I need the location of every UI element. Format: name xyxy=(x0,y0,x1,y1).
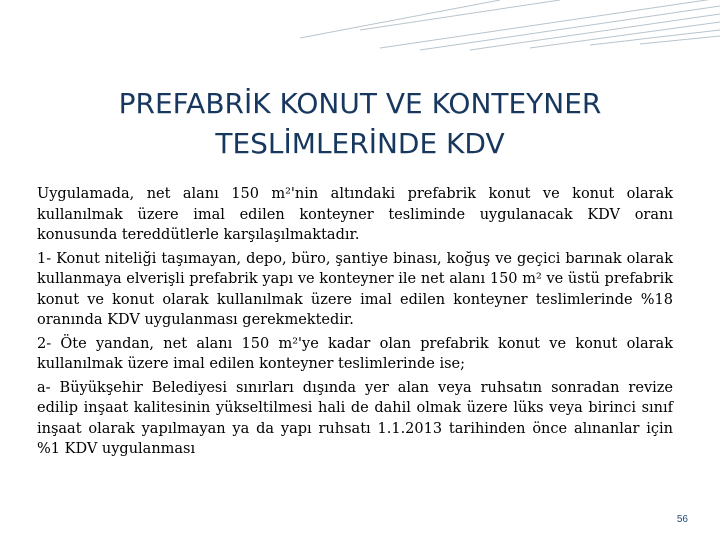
body-paragraph-item-2a: a- Büyükşehir Belediyesi sınırları dışında yer alan veya ruhsatın sonradan revize edilip inşaat kalitesinin yükseltilmesi hali de dahil olmak üzere lüks veya birinci sınıf inşaat olarak yapılmayan ya da yapı ruhsatı 1.1.2013 tarihinden önce alınanlar için %1 KDV uygulanması xyxy=(37,379,673,457)
slide-title xyxy=(40,84,680,164)
body-paragraph-intro: Uygulamada, net alanı 150 m²'nin altındaki prefabrik konut ve konut olarak kullanılmak üzere imal edilen konteyner tesliminde uygulanacak KDV oranı konusunda tereddütlerle karşılaşılmaktadır. xyxy=(37,186,673,243)
body-paragraph-item-1: 1- Konut niteliği taşımayan, depo, büro, şantiye binası, koğuş ve geçici barınak olarak kullanmaya elverişli prefabrik yapı ve konteyner ile net alanı 150 m² ve üstü prefabrik konut ve konut olarak kullanılmak üzere imal edilen konteyner teslimlerinde %18 oranında KDV uygulanması gerekmektedir. xyxy=(37,250,673,328)
page-number: 56 xyxy=(676,514,688,525)
slide-title-line: TESLİMLERİNDE KDV xyxy=(215,127,505,160)
body-paragraph-item-2: 2- Öte yandan, net alanı 150 m²'ye kadar olan prefabrik konut ve konut olarak kullanılmak üzere imal edilen konteyner teslimlerinde ise; xyxy=(37,335,673,372)
slide-title-line: PREFABRİK KONUT VE KONTEYNER xyxy=(118,87,602,120)
slide-body xyxy=(37,184,673,463)
